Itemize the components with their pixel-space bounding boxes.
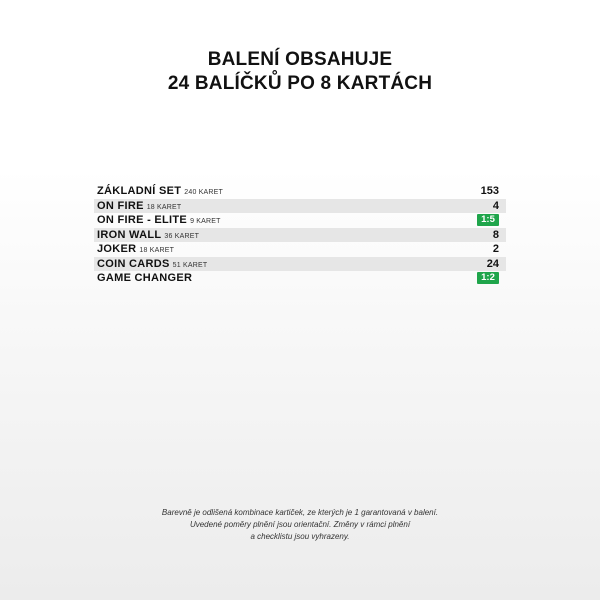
row-name: JOKER xyxy=(97,243,137,256)
row-value: 4 xyxy=(492,199,499,212)
table-row xyxy=(94,257,506,272)
table-row xyxy=(94,199,506,214)
row-count: 240 KARET xyxy=(184,189,224,197)
table-row xyxy=(94,184,506,199)
row-count: 18 KARET xyxy=(139,247,175,255)
footnote-line-1: Barevně je odlišená kombinace kartiček, ze kterých je 1 garantovaná v balení. xyxy=(161,508,439,517)
row-count: 18 KARET xyxy=(146,203,182,211)
ratio-badge: 1:5 xyxy=(477,214,499,226)
row-name: ON FIRE - ELITE xyxy=(97,214,188,227)
row-name: ZÁKLADNÍ SET xyxy=(97,185,182,198)
row-name: COIN CARDS xyxy=(97,257,170,270)
row-value: 153 xyxy=(480,185,499,198)
row-count: 9 KARET xyxy=(190,218,221,226)
table-row xyxy=(94,213,506,228)
row-name: ON FIRE xyxy=(97,199,144,212)
footnote-line-3: a checklistu jsou vyhrazeny. xyxy=(250,532,350,541)
row-count: 51 KARET xyxy=(172,261,208,269)
table-row xyxy=(94,242,506,257)
title-line-2: 24 BALÍČKŮ PO 8 KARTÁCH xyxy=(167,73,433,94)
title-line-1: BALENÍ OBSAHUJE xyxy=(207,49,393,70)
row-value: 2 xyxy=(492,243,499,256)
table-row xyxy=(94,271,506,286)
row-count: 36 KARET xyxy=(164,232,200,240)
footnote-line-2: Uvedené poměry plnění jsou orientační. Změny v rámci plnění xyxy=(189,520,411,529)
row-value: 8 xyxy=(492,228,499,241)
row-name: GAME CHANGER xyxy=(97,272,193,285)
table-row xyxy=(94,228,506,243)
footnote xyxy=(0,507,600,543)
pack-contents-table xyxy=(94,184,506,286)
page-title xyxy=(0,48,600,96)
ratio-badge: 1:2 xyxy=(477,272,499,284)
row-name: IRON WALL xyxy=(97,228,162,241)
row-value: 24 xyxy=(486,257,499,270)
